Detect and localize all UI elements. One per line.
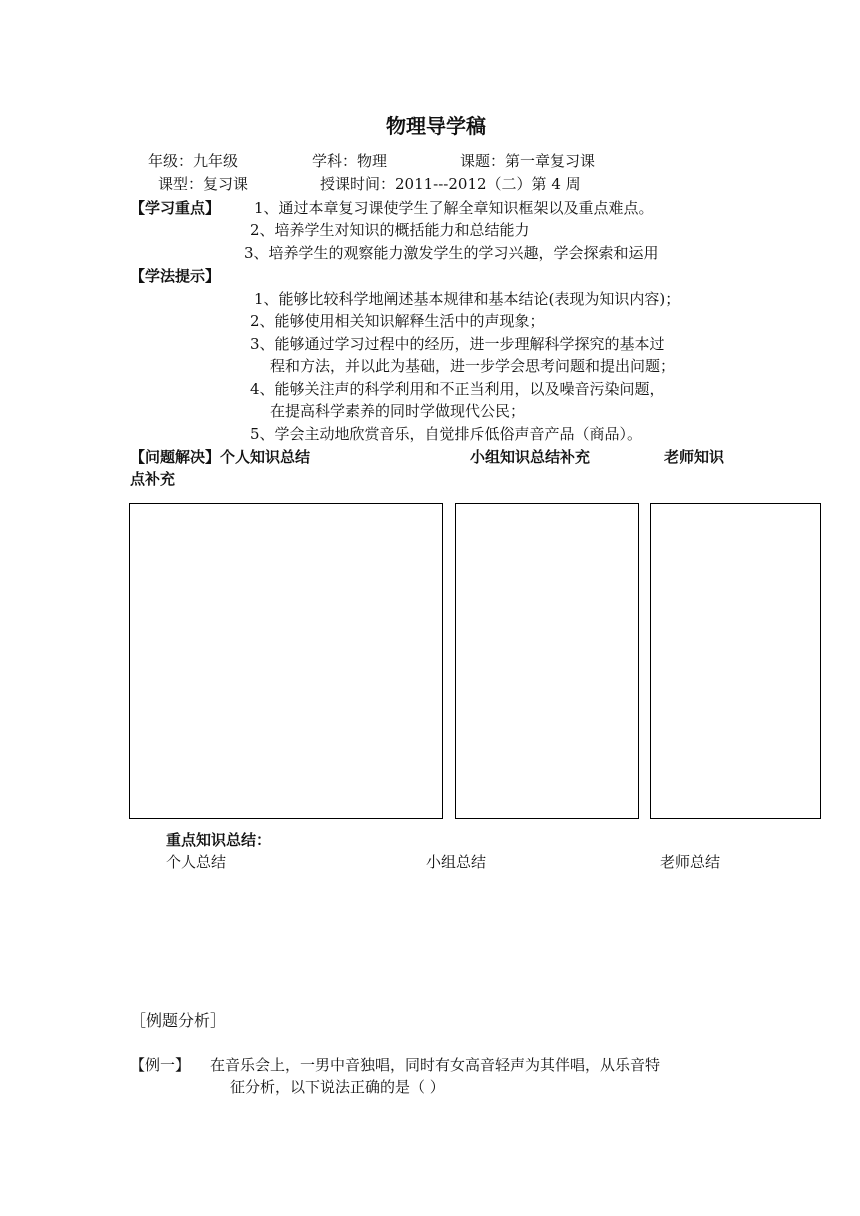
focus-label: 【学习重点】 — [130, 199, 221, 217]
example-question-line: 在音乐会上，一男中音独唱，同时有女高音轻声为其伴唱，从乐音特 — [210, 1056, 661, 1074]
method-line: 1、能够比较科学地阐述基本规律和基本结论(表现为知识内容)； — [254, 290, 681, 308]
example-question-line: 征分析，以下说法正确的是（ ） — [230, 1078, 445, 1096]
teacher-summary-label: 老师总结 — [660, 853, 721, 871]
key-summary-heading: 重点知识总结： — [166, 831, 272, 849]
method-line: 4、能够关注声的科学利用和不正当利用，以及噪音污染问题， — [250, 380, 665, 398]
group-knowledge-label: 小组知识总结补充 — [470, 448, 591, 466]
solve-label: 【问题解决】个人知识总结 — [130, 448, 311, 466]
method-line: 5、学会主动地欣赏音乐，自觉排斥低俗声音产品（商品）。 — [250, 425, 643, 443]
focus-item: 1、通过本章复习课使学生了解全章知识框架以及重点难点。 — [254, 199, 654, 217]
time-field: 授课时间：2011---2012（二）第 4 周 — [320, 175, 581, 193]
personal-summary-box[interactable] — [129, 503, 443, 819]
method-line: 3、能够通过学习过程中的经历，进一步理解科学探究的基本过 — [250, 335, 665, 353]
page-title: 物理导学稿 — [386, 114, 486, 138]
personal-summary-label: 个人总结 — [166, 853, 227, 871]
focus-item: 3、培养学生的观察能力激发学生的学习兴趣，学会探索和运用 — [244, 244, 659, 262]
teacher-summary-box[interactable] — [650, 503, 821, 819]
teacher-knowledge-label: 老师知识 — [664, 448, 725, 466]
example-label: 【例一】 — [130, 1056, 191, 1074]
grade-field: 年级：九年级 — [148, 152, 239, 170]
method-line: 2、能够使用相关知识解释生活中的声现象； — [250, 312, 545, 330]
method-line: 在提高科学素养的同时学做现代公民； — [270, 402, 526, 420]
focus-item: 2、培养学生对知识的概括能力和总结能力 — [250, 221, 530, 239]
method-line: 程和方法，并以此为基础，进一步学会思考问题和提出问题； — [270, 357, 676, 375]
lesson-type-field: 课型：复习课 — [158, 175, 249, 193]
example-heading: ［例题分析］ — [130, 1011, 227, 1030]
group-summary-box[interactable] — [455, 503, 639, 819]
teacher-knowledge-label-cont: 点补充 — [130, 470, 176, 488]
topic-field: 课题：第一章复习课 — [460, 152, 596, 170]
subject-field: 学科：物理 — [312, 152, 388, 170]
group-summary-label: 小组总结 — [426, 853, 487, 871]
method-label: 【学法提示】 — [130, 267, 221, 285]
